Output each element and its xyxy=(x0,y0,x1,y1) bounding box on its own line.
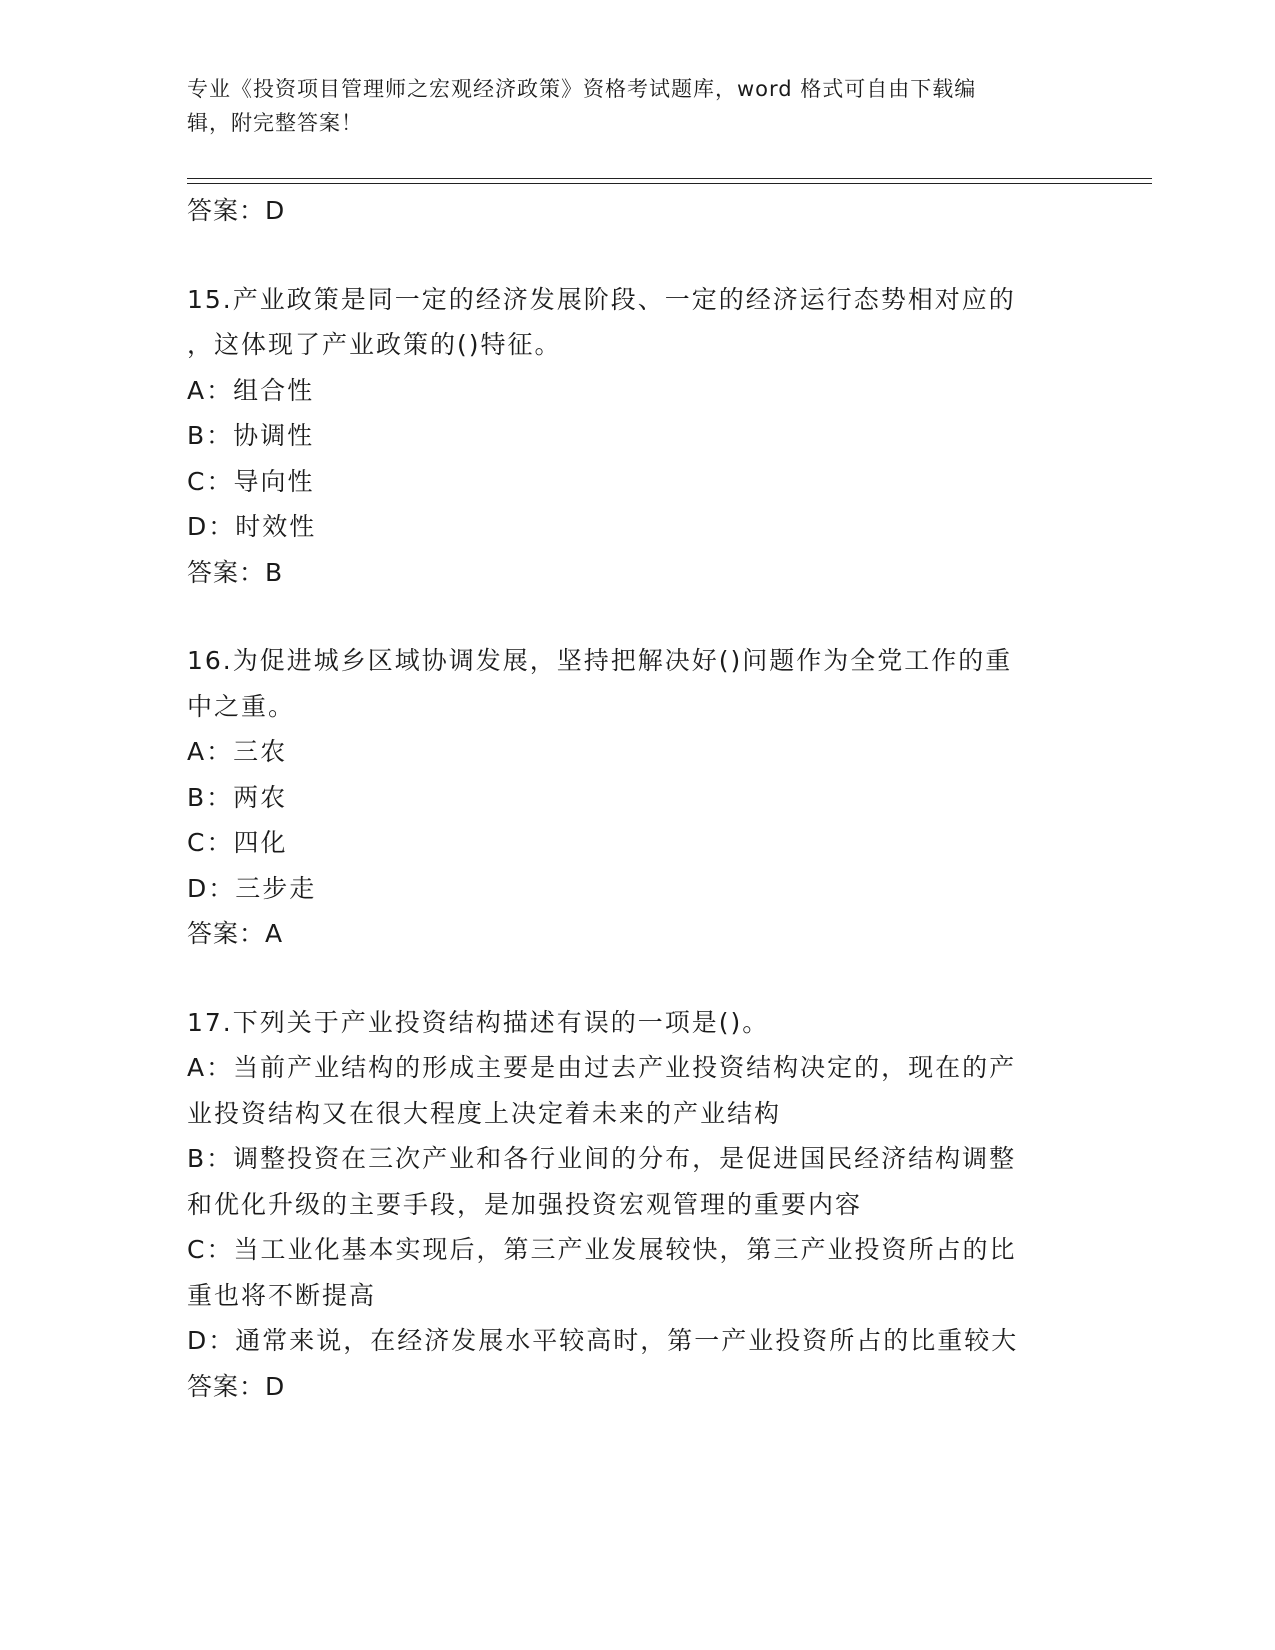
option-c: C：四化 xyxy=(187,828,288,857)
option-d: D：三步走 xyxy=(187,873,317,903)
option-b: B：协调性 xyxy=(187,421,315,450)
option-b: B：两农 xyxy=(187,782,288,812)
question-stem-line: 16.为促进城乡区域协调发展，坚持把解决好()问题作为全党工作的重 xyxy=(187,646,1013,675)
option-a: A：组合性 xyxy=(187,375,315,405)
answer: 答案：B xyxy=(187,557,284,587)
option-d: D：时效性 xyxy=(187,512,317,541)
question-stem-line: 中之重。 xyxy=(187,691,296,721)
question-stem-line: 15.产业政策是同一定的经济发展阶段、一定的经济运行态势相对应的 xyxy=(187,284,1016,314)
option-b-continued: 和优化升级的主要手段，是加强投资宏观管理的重要内容 xyxy=(187,1189,863,1219)
header-line-2: 辑，附完整答案！ xyxy=(187,111,363,135)
document-header xyxy=(187,72,1067,140)
question-17 xyxy=(187,1000,1077,1410)
option-a: A：当前产业结构的形成主要是由过去产业投资结构决定的，现在的产 xyxy=(187,1053,1017,1082)
header-line-1: 专业《投资项目管理师之宏观经济政策》资格考试题库，word 格式可自由下载编 xyxy=(187,77,977,101)
option-c: C：导向性 xyxy=(187,466,315,496)
option-a: A：三农 xyxy=(187,737,288,766)
question-stem-line: ，这体现了产业政策的()特征。 xyxy=(187,330,562,359)
answer: 答案：A xyxy=(187,919,284,948)
question-15 xyxy=(187,277,1077,596)
option-c-continued: 重也将不断提高 xyxy=(187,1280,377,1310)
question-16 xyxy=(187,638,1077,957)
question-list xyxy=(187,188,1077,1409)
question-stem-line: 17.下列关于产业投资结构描述有误的一项是()。 xyxy=(187,1007,770,1037)
option-a-continued: 业投资结构又在很大程度上决定着未来的产业结构 xyxy=(187,1098,782,1128)
option-c: C：当工业化基本实现后，第三产业发展较快，第三产业投资所占的比 xyxy=(187,1235,1017,1264)
option-d: D：通常来说，在经济发展水平较高时，第一产业投资所占的比重较大 xyxy=(187,1326,1019,1355)
answer: 答案：D xyxy=(187,1371,286,1401)
previous-answer: 答案：D xyxy=(187,196,286,225)
spacer xyxy=(187,957,1077,1000)
header-rule-top xyxy=(187,178,1152,179)
spacer xyxy=(187,595,1077,638)
spacer xyxy=(187,234,1077,277)
header-rule-bottom xyxy=(187,183,1152,184)
option-b: B：调整投资在三次产业和各行业间的分布，是促进国民经济结构调整 xyxy=(187,1144,1017,1173)
